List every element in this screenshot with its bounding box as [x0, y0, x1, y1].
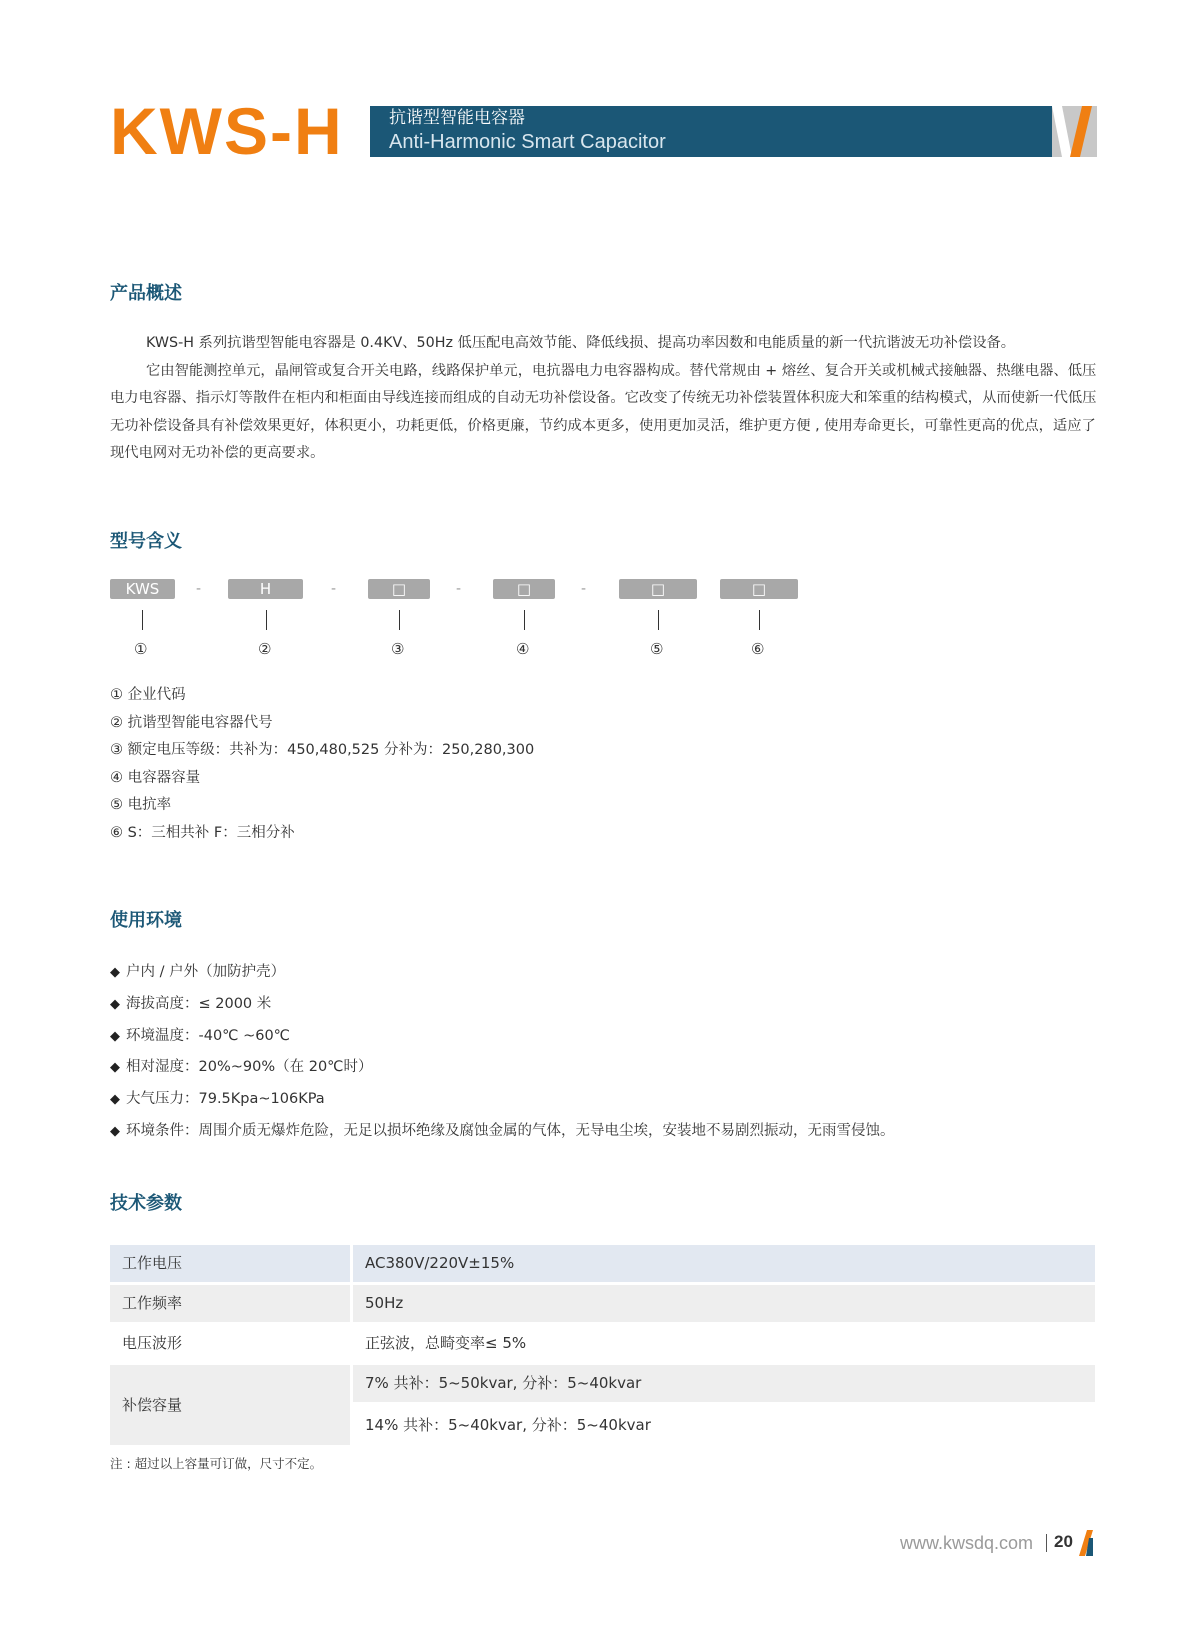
code-number-1: ①: [134, 640, 148, 658]
table-cell-key: 电压波形: [122, 1334, 183, 1352]
table-cell-value: 正弦波，总畸变率≤ 5%: [365, 1334, 527, 1352]
diamond-bullet-icon: ◆: [110, 1028, 120, 1044]
diamond-bullet-icon: ◆: [110, 996, 120, 1012]
section-title-environment: 使用环境: [110, 910, 182, 931]
overview-paragraph: 它由智能测控单元，晶闸管或复合开关电路，线路保护单元，电抗器电力电容器构成。替代常规由 + 熔丝、复合开关或机械式接触器、热继电器、低压电力电容器、指示灯等散件在柜内和柜面由导线连接而组成的自动无功补偿设备。它改变了传统无功补偿装置体积庞大和笨重的结构模式，从而使新一代低压无功补偿设备具有补偿效果更好，体积更小，功耗更低，价格更廉，节约成本更多，使用更加灵活，维护更方便 , 使用寿命更长，可靠性更高的优点，适应了现代电网对无功补偿的更高要求。: [110, 362, 1097, 461]
code-separator: -: [331, 581, 337, 597]
list-item: ◆ 大气压力：79.5Kpa~106KPa: [110, 1091, 325, 1108]
brand-mark-icon: [1077, 1530, 1093, 1556]
table-row: [110, 1245, 1095, 1282]
list-item: ④ 电容器容量: [110, 769, 201, 786]
code-box-4: □: [493, 579, 555, 599]
section-title-model: 型号含义: [110, 531, 182, 552]
table-cell-value: 14% 共补：5~40kvar, 分补：5~40kvar: [365, 1416, 651, 1434]
table-cell-value: AC380V/220V±15%: [353, 1245, 1095, 1282]
code-connector: [759, 610, 760, 630]
list-item: ② 抗谐型智能电容器代号: [110, 714, 273, 731]
table-cell-value: 7% 共补：5~50kvar, 分补：5~40kvar: [353, 1365, 1095, 1402]
product-title-en: Anti-Harmonic Smart Capacitor: [389, 131, 666, 153]
brand-logo-text: KWS-H: [110, 94, 344, 168]
table-cell-key: 工作频率: [110, 1285, 350, 1322]
model-meaning-list: [110, 682, 534, 847]
diamond-bullet-icon: ◆: [110, 1123, 120, 1139]
code-separator: -: [196, 581, 202, 597]
environment-list: [110, 957, 895, 1148]
table-row: [110, 1325, 1095, 1362]
code-connector: [524, 610, 525, 630]
code-separator: -: [581, 581, 587, 597]
list-item: ◆ 相对湿度：20%~90%（在 20℃时）: [110, 1059, 373, 1076]
overview-paragraph: KWS-H 系列抗谐型智能电容器是 0.4KV、50Hz 低压配电高效节能、降低线损、提高功率因数和电能质量的新一代抗谐波无功补偿设备。: [146, 335, 1016, 351]
list-item: ① 企业代码: [110, 687, 186, 703]
code-box-2: H: [228, 579, 303, 599]
section-title-specs: 技术参数: [110, 1193, 182, 1214]
list-item: ◆ 环境条件：周围介质无爆炸危险，无足以损坏绝缘及腐蚀金属的气体，无导电尘埃，安装地不易剧烈振动，无雨雪侵蚀。: [110, 1122, 895, 1139]
diamond-bullet-icon: ◆: [110, 965, 120, 980]
list-item: ◆ 户内 / 户外（加防护壳）: [110, 964, 286, 980]
footer-website-link[interactable]: www.kwsdq.com: [900, 1533, 1034, 1553]
list-item: ◆ 环境温度：-40℃ ~60℃: [110, 1027, 290, 1044]
code-number-6: ⑥: [751, 640, 765, 658]
diamond-bullet-icon: ◆: [110, 1092, 120, 1108]
overview-text: [110, 330, 1100, 468]
page-number: 20: [1054, 1532, 1073, 1551]
code-number-3: ③: [391, 640, 405, 658]
code-connector: [142, 610, 143, 630]
table-cell-key: 补偿容量: [110, 1365, 350, 1445]
footer-divider: [1046, 1534, 1047, 1552]
code-box-3: □: [368, 579, 430, 599]
brand-mark-icon: [1052, 106, 1097, 157]
code-box-5: □: [619, 579, 697, 599]
list-item: ⑥ S：三相共补 F：三相分补: [110, 824, 295, 841]
product-title-zh: 抗谐型智能电容器: [389, 108, 525, 128]
code-number-5: ⑤: [650, 640, 664, 658]
table-note: 注 : 超过以上容量可订做，尺寸不定。: [110, 1456, 323, 1471]
table-cell-value: 50Hz: [353, 1285, 1095, 1322]
code-number-2: ②: [258, 640, 272, 658]
code-box-1: KWS: [110, 579, 175, 599]
table-row: [110, 1365, 1095, 1445]
table-row: [110, 1285, 1095, 1322]
code-connector: [266, 610, 267, 630]
code-connector: [658, 610, 659, 630]
section-title-overview: 产品概述: [110, 283, 182, 304]
diamond-bullet-icon: ◆: [110, 1060, 120, 1076]
code-connector: [399, 610, 400, 630]
list-item: ⑤ 电抗率: [110, 797, 172, 813]
code-box-6: □: [720, 579, 798, 599]
code-number-4: ④: [516, 640, 530, 658]
list-item: ③ 额定电压等级：共补为：450,480,525 分补为：250,280,300: [110, 742, 535, 758]
code-separator: -: [456, 581, 462, 597]
table-cell-key: 工作电压: [110, 1245, 350, 1282]
list-item: ◆ 海拔高度：≤ 2000 米: [110, 995, 272, 1012]
